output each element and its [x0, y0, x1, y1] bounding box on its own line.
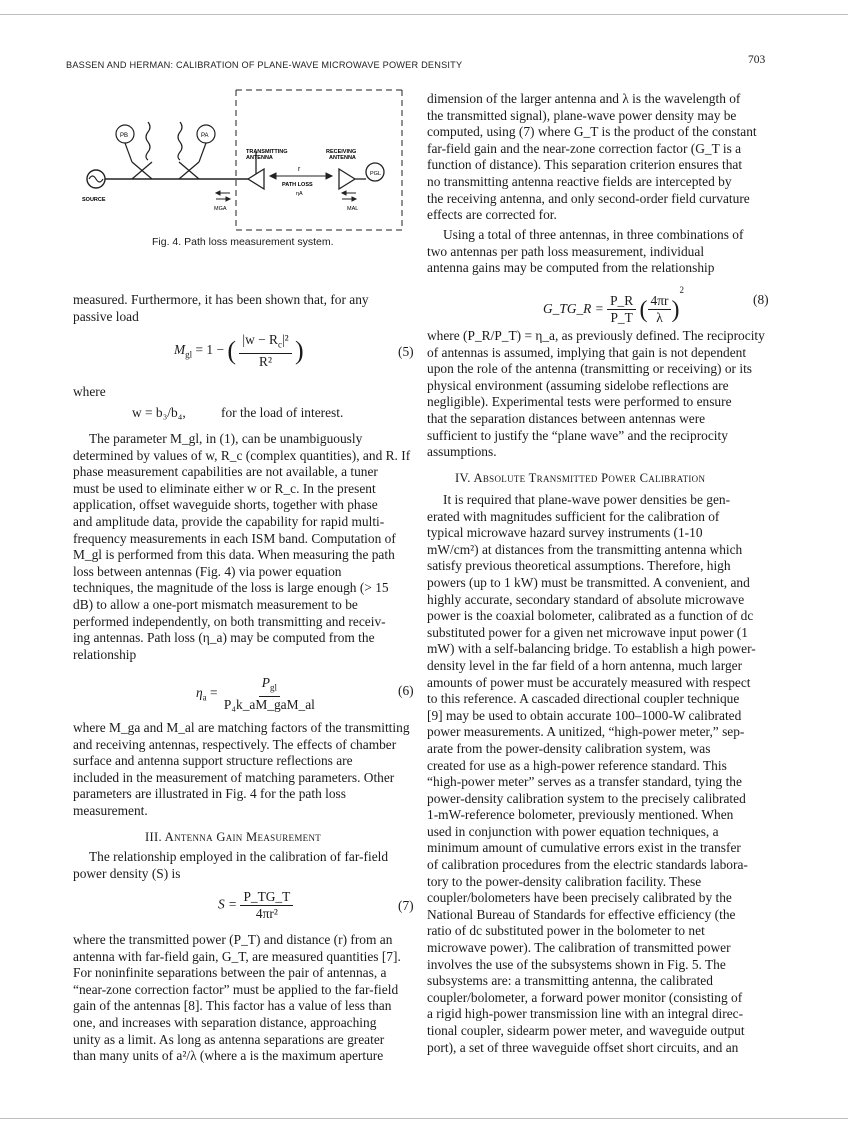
label-eta-a: ηA — [296, 191, 303, 197]
left-para-1: measured. Furthermore, it has been shown that, for any passive load — [73, 292, 369, 324]
label-pa: PA — [201, 133, 209, 139]
label-transmitting: TRANSMITTING — [246, 149, 288, 155]
left-para-4: The relationship employed in the calibration of far-field power density (S) is — [73, 849, 389, 881]
equation-6-number: (6) — [398, 683, 414, 698]
w-note: for the load of interest. — [221, 405, 344, 420]
equation-5-number: (5) — [398, 344, 414, 359]
figure-4-diagram — [80, 82, 410, 234]
running-title: BASSEN AND HERMAN: CALIBRATION OF PLANE-WAVE MICROWAVE POWER DENSITY — [66, 60, 463, 70]
right-para-2: Using a total of three antennas, in three combinations of two antennas per path loss measurement, individual antenna gains may be computed from the relationship — [427, 227, 744, 276]
label-mal: MAL — [347, 206, 359, 212]
equation-8: G_TG_R = $\frac{P\_R}{P\_T}$ ( $\frac{4\pi r}{\lambda}$ )$^2$ — [543, 285, 684, 326]
label-source: SOURCE — [82, 197, 106, 203]
left-para-2: The parameter M_gl, in (1), can be unambiguously determined by values of w, R_c (complex quantities), and R. If phase measurement capabilities are not available, a tuner must be used to eliminate either w or R_c. In the present application, offset waveguide shorts, together with phase and amplitude data, provide the capability for rapid multi- frequency measurements in each ISM band. Computation of M_gl is performed from this data. When measuring the path loss between antennas (Fig. 4) via power equation techniques, the magnitude of the loss is large enough (> 15 dB) to allow a one-port mismatch measurement to be performed independently, on both transmitting and receiv- ing antennas. Path loss (η_a) may be computed from the relationship — [73, 431, 411, 662]
section-3-title: III. Antenna Gain Measurement — [145, 830, 322, 844]
w-definition: w = b₃/b₄, — [132, 405, 186, 420]
equation-8-number: (8) — [753, 292, 769, 307]
equation-7: S = $\frac{P\_TG\_T}{\text{4πr²}}$ — [218, 889, 293, 922]
label-path-loss: PATH LOSS — [282, 182, 313, 188]
right-para-4: It is required that plane-wave power densities be gen- erated with magnitudes sufficient for the calibration of typical microwave hazard survey instruments (1-10 mW/cm²) at distances from the transmitting antenna which satisfy previous theoretical assumptions. Therefore, high powers (up to 1 kW) must be transmitted. A convenient, and highly accurate, secondary standard of absolute microwave power is the coaxial bolometer, calibrated as a function of dc substituted power for a given net microwave input power (1 mW) with a self-balancing bridge. To establish a high power- density level in the far field of a horn antenna, much larger amounts of power must be accurately measured with respect to this reference. A cascaded directional coupler technique [9] may be used to obtain accurate 100–1000-W calibrated power measurements. A unitized, “high-power meter,” sep- arate from the power-density calibration system, was created for use as a high-power reference standard. This “high-power meter” serves as a transfer standard, tying the power-density calibration system to the precisely calibrated 1-mW-reference bolometer, previously mentioned. When used in conjunction with power equation techniques, a minimum amount of cumulative errors exist in the transfer of calibration procedures from the electric standards labora- tory to the power-density calibration facility. These coupler/bolometers have been precisely calibrated by the National Bureau of Standards for effective efficiency (the ratio of dc substituted power in the bolometer to net microwave power). The calibration of transmitted power involves the use of the subsystems shown in Fig. 5. The subsystems are: a transmitting antenna, the calibrated coupler/bolometer, a forward power monitor (consisting of a rigid high-power transmission line with an integral direc- tional coupler, sidearm power meter, and waveguide output port), a set of three waveguide offset short circuits, and an — [427, 492, 756, 1055]
scan-edge-bottom — [0, 1118, 848, 1119]
scan-edge-top — [0, 14, 848, 15]
label-antenna-t: ANTENNA — [246, 155, 273, 161]
label-mga: MGA — [214, 206, 227, 212]
left-para-3: where M_ga and M_al are matching factors of the transmitting and receiving antennas, respectively. The effects of chamber surface and antenna support structure reflections are included in the measurement of matching parameters. Other parameters are illustrated in Fig. 4 for the path loss measurement. — [73, 720, 410, 818]
label-antenna-r: ANTENNA — [329, 155, 356, 161]
page-number: 703 — [748, 54, 766, 66]
section-4-title: IV. Absolute Transmitted Power Calibration — [455, 471, 706, 485]
equation-5: $M_{gl} = 1$ − ( $\frac{|w - R_c|^2}{\text{R²}}$ ) — [174, 332, 304, 369]
equation-6: $\eta_a$ = $\frac{P_{gl}}{\text{P₄k\_aM\_gaM\_al}}$ — [196, 675, 315, 712]
figure-4-caption: Fig. 4. Path loss measurement system. — [152, 236, 334, 248]
label-pgl: PGL — [370, 171, 382, 177]
label-r: r — [298, 166, 301, 173]
equation-7-number: (7) — [398, 898, 414, 913]
label-receiving: RECEIVING — [326, 149, 357, 155]
left-para-5: where the transmitted power (P_T) and distance (r) from an antenna with far-field gain, G_T, are measured quantities [7]. For noninfinite separations between the pair of antennas, a “near-zone correction factor” must be applied to the far-field gain of the antennas [8]. This factor has a value of less than one, and increases with separation distance, approaching unity as a limit. As long as antenna separations are greater than many units of a²/λ (where a is the maximum aperture — [73, 932, 401, 1064]
right-para-3: where (P_R/P_T) = η_a, as previously defined. The reciprocity of antennas is assumed, implying that gain is not dependent upon the role of the antenna (transmitting or receiving) or its physical environment (assuming sidelobe reflections are negligible). Experimental tests were performed to ensure that the separation distances between antennas were sufficient to justify the “plane wave” and the reciprocity assumptions. — [427, 328, 765, 460]
label-pb: PB — [120, 133, 129, 139]
left-where-1: where — [73, 384, 106, 399]
right-para-1: dimension of the larger antenna and λ is the wavelength of the transmitted signal), plane-wave power density may be computed, using (7) where G_T is the product of the constant far-field gain and the near-zone correction factor (G_T is a function of distance). This separation criterion ensures that no transmitting antenna reactive fields are intercepted by the receiving antenna, and only second-order field curvature effects are corrected for. — [427, 91, 757, 223]
